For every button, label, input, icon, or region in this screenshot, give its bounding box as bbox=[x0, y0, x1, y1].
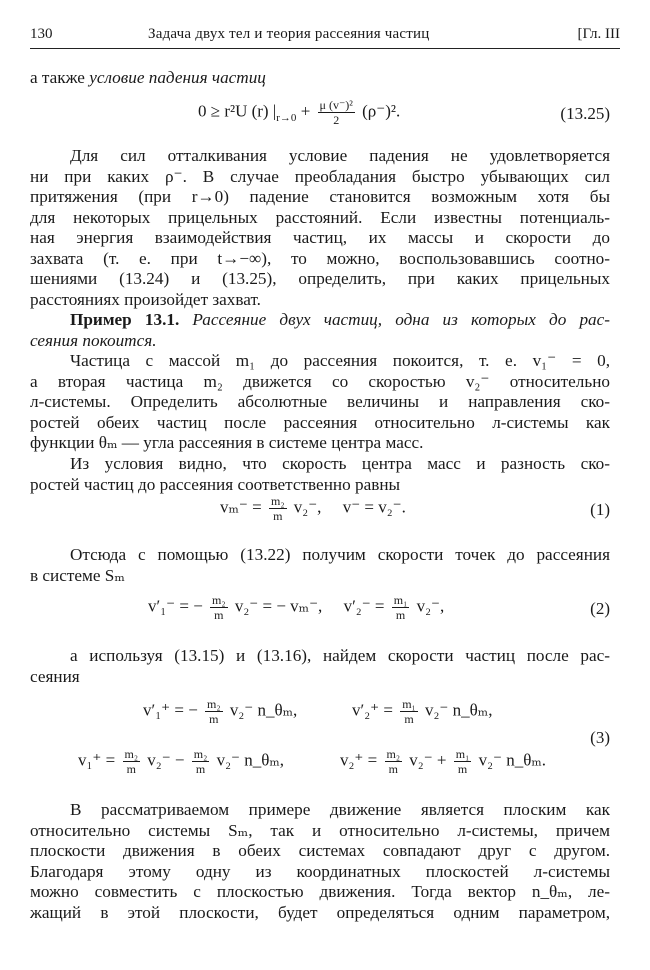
text-line: в системе Sₘ bbox=[30, 565, 125, 585]
eq3-r1b-den: m bbox=[404, 712, 414, 726]
eq3-r1a-den: m bbox=[209, 712, 219, 726]
eq3-r2b-mid: v₂⁻ + bbox=[409, 750, 447, 770]
eq1-lhs1: vₘ⁻ = bbox=[220, 497, 262, 517]
eq3-r1b-fraction bbox=[400, 697, 418, 726]
example-heading bbox=[30, 310, 610, 351]
eq3-r2a-mid: v₂⁻ − bbox=[147, 750, 185, 770]
eq2-fraction-1 bbox=[210, 593, 228, 622]
eq3-r2b-den: m bbox=[388, 762, 398, 776]
eq3-r2b-fraction-2 bbox=[454, 747, 472, 776]
text-line: расстояниях произойдет захват. bbox=[30, 289, 261, 309]
paragraph-condition bbox=[30, 454, 610, 495]
equation-13-25 bbox=[198, 98, 400, 127]
equation-number-1: (1) bbox=[590, 500, 610, 519]
example-title-1: Рассеяние двух частиц, одна из которых до рас- bbox=[192, 310, 610, 329]
eq3-r2a-fraction-1 bbox=[123, 747, 141, 776]
eq2-num1: m₂ bbox=[212, 593, 226, 607]
text-line: шениями (13.24) и (13.25), определить, при каких прицельных bbox=[30, 269, 610, 288]
eq1-num: m₂ bbox=[271, 494, 285, 508]
text-line: ни при каких ρ⁻. В случае преобладания быстро убывающих сил bbox=[30, 166, 610, 186]
equation-number-2: (2) bbox=[590, 599, 610, 618]
eq3-r2a-fraction-2 bbox=[192, 747, 210, 776]
paragraph-repulsion bbox=[30, 146, 610, 310]
text-line: а вторая частица m₂ движется со скоростью v₂⁻ относительно bbox=[30, 371, 610, 391]
page-number: 130 bbox=[30, 26, 53, 42]
eq1-rhs1: v₂⁻, bbox=[293, 497, 322, 517]
text-line: В рассматриваемом примере движение является плоским как bbox=[70, 800, 610, 819]
header-rule bbox=[30, 48, 620, 49]
chapter-marker: [Гл. III bbox=[577, 26, 620, 42]
intro-lead: а также bbox=[30, 68, 85, 87]
example-title-2: сеяния покоится. bbox=[30, 330, 157, 350]
running-title: Задача двух тел и теория рассеяния частиц bbox=[148, 26, 430, 42]
eq3-r2a-num: m₂ bbox=[124, 747, 139, 761]
text-line: притяжения (при r→0) падение становится возможным хотя бы bbox=[30, 187, 610, 206]
eq3-r2a-den2: m bbox=[195, 762, 206, 776]
eq2-den1: m bbox=[214, 608, 224, 622]
paragraph-hence bbox=[30, 545, 610, 586]
running-header bbox=[30, 26, 620, 48]
paragraph-problem bbox=[30, 351, 610, 454]
example-label: Пример 13.1. bbox=[70, 310, 180, 329]
eq2-a: v′₁⁻ = − bbox=[148, 596, 203, 616]
eq3-r2b-end: v₂⁻ n_θₘ. bbox=[478, 750, 547, 770]
text-line: ная энергия взаимодействия частиц, их массы и скорости до bbox=[30, 228, 610, 247]
eq-13-25-fraction bbox=[318, 98, 355, 127]
text-line: функции θₘ — угла рассеяния в системе центра масс. bbox=[30, 433, 424, 452]
eq2-c: v′₂⁻ = bbox=[343, 596, 385, 616]
text-line: а используя (13.15) и (13.16), найдем скорости частиц после рас- bbox=[70, 646, 610, 665]
eq3-r1a-end: v₂⁻ n_θₘ, bbox=[229, 700, 298, 720]
eq2-num2: m₁ bbox=[393, 593, 408, 607]
text-line: ростей обеих частиц после рассеяния относительно л-системы как bbox=[30, 412, 610, 432]
eq-13-25-plus: + bbox=[300, 101, 311, 121]
eq2-fraction-2 bbox=[392, 593, 410, 622]
eq-13-25-limit: r→0 bbox=[276, 111, 297, 124]
eq1-fraction bbox=[269, 494, 287, 523]
eq3-r1b-end: v₂⁻ n_θₘ, bbox=[425, 700, 493, 720]
text-line: Для сил отталкивания условие падения не удовлетворяется bbox=[70, 146, 610, 165]
equation-3-row-2 bbox=[78, 747, 284, 776]
text-line: сеяния bbox=[30, 666, 80, 686]
eq3-r2b-num: m₂ bbox=[386, 747, 401, 761]
eq2-b: v₂⁻ = − vₘ⁻, bbox=[234, 596, 323, 616]
eq3-r2b-den2: m bbox=[457, 762, 468, 776]
text-line: относительно системы Sₘ, так и относительно л-системы, причем bbox=[30, 820, 610, 840]
text-line: Из условия видно, что скорость центра масс и разность ско- bbox=[70, 454, 610, 473]
equation-3-row-2-right bbox=[340, 747, 546, 776]
text-line: ростей частиц до рассеяния соответственно равны bbox=[30, 474, 401, 494]
eq1-den: m bbox=[273, 509, 283, 523]
text-line: можно совместить с плоскостью движения. Тогда вектор n_θₘ, ле- bbox=[30, 882, 610, 901]
text-line: л-системы. Определить абсолютные величины и направления ско- bbox=[30, 392, 610, 411]
text-line: для некоторых прицельных расстояний. Если известны потенциаль- bbox=[30, 207, 610, 227]
paragraph-using bbox=[30, 646, 610, 687]
text-line: плоскости движения в обеих системах совпадают друг с другом. bbox=[30, 841, 610, 860]
intro-term: условие падения частиц bbox=[89, 68, 266, 87]
eq1-lhs2: v⁻ = v₂⁻. bbox=[342, 497, 406, 517]
equation-3-row-1 bbox=[143, 697, 297, 726]
intro-line bbox=[30, 68, 610, 89]
text-line: Частица с массой m₁ до рассеяния покоится, т. е. v₁⁻ = 0, bbox=[70, 351, 610, 370]
eq3-r1b: v′₂⁺ = bbox=[352, 700, 393, 720]
eq-13-25-num: μ (v⁻)² bbox=[319, 98, 353, 112]
equation-1 bbox=[220, 494, 406, 523]
eq-13-25-den: 2 bbox=[333, 113, 340, 127]
eq2-d: v₂⁻, bbox=[416, 596, 445, 616]
equation-3-row-1-right bbox=[352, 697, 492, 726]
eq3-r1b-num: m₁ bbox=[402, 697, 416, 711]
eq-13-25-left: 0 ≥ r²U (r) | bbox=[198, 101, 277, 121]
equation-number-13-25: (13.25) bbox=[560, 104, 610, 123]
eq-13-25-right: (ρ⁻)². bbox=[362, 101, 401, 121]
paragraph-plane-motion bbox=[30, 800, 610, 923]
text-line: жащий в этой плоскости, будет определяться одним параметром, bbox=[30, 902, 610, 922]
eq3-r2a: v₁⁺ = bbox=[78, 750, 116, 770]
eq3-r2a-den: m bbox=[126, 762, 136, 776]
equation-2 bbox=[148, 593, 444, 622]
eq3-r2b: v₂⁺ = bbox=[340, 750, 378, 770]
eq3-r1a-num: m₂ bbox=[207, 697, 221, 711]
eq2-den2: m bbox=[395, 608, 406, 622]
eq3-r2b-num2: m₁ bbox=[455, 747, 470, 761]
text-line: захвата (т. е. при t→−∞), то можно, воспользовавшись соотно- bbox=[30, 248, 610, 268]
text-line: Благодаря этому одну из координатных плоскостей л-системы bbox=[30, 861, 610, 881]
text-line: Отсюда с помощью (13.22) получим скорости точек до рассеяния bbox=[70, 545, 610, 564]
eq3-r2b-fraction-1 bbox=[385, 747, 403, 776]
eq3-r2a-num2: m₂ bbox=[193, 747, 208, 761]
equation-number-3: (3) bbox=[590, 728, 610, 747]
eq3-r1a: v′₁⁺ = − bbox=[143, 700, 198, 720]
eq3-r2a-end: v₂⁻ n_θₘ, bbox=[216, 750, 285, 770]
eq3-r1a-fraction bbox=[205, 697, 223, 726]
